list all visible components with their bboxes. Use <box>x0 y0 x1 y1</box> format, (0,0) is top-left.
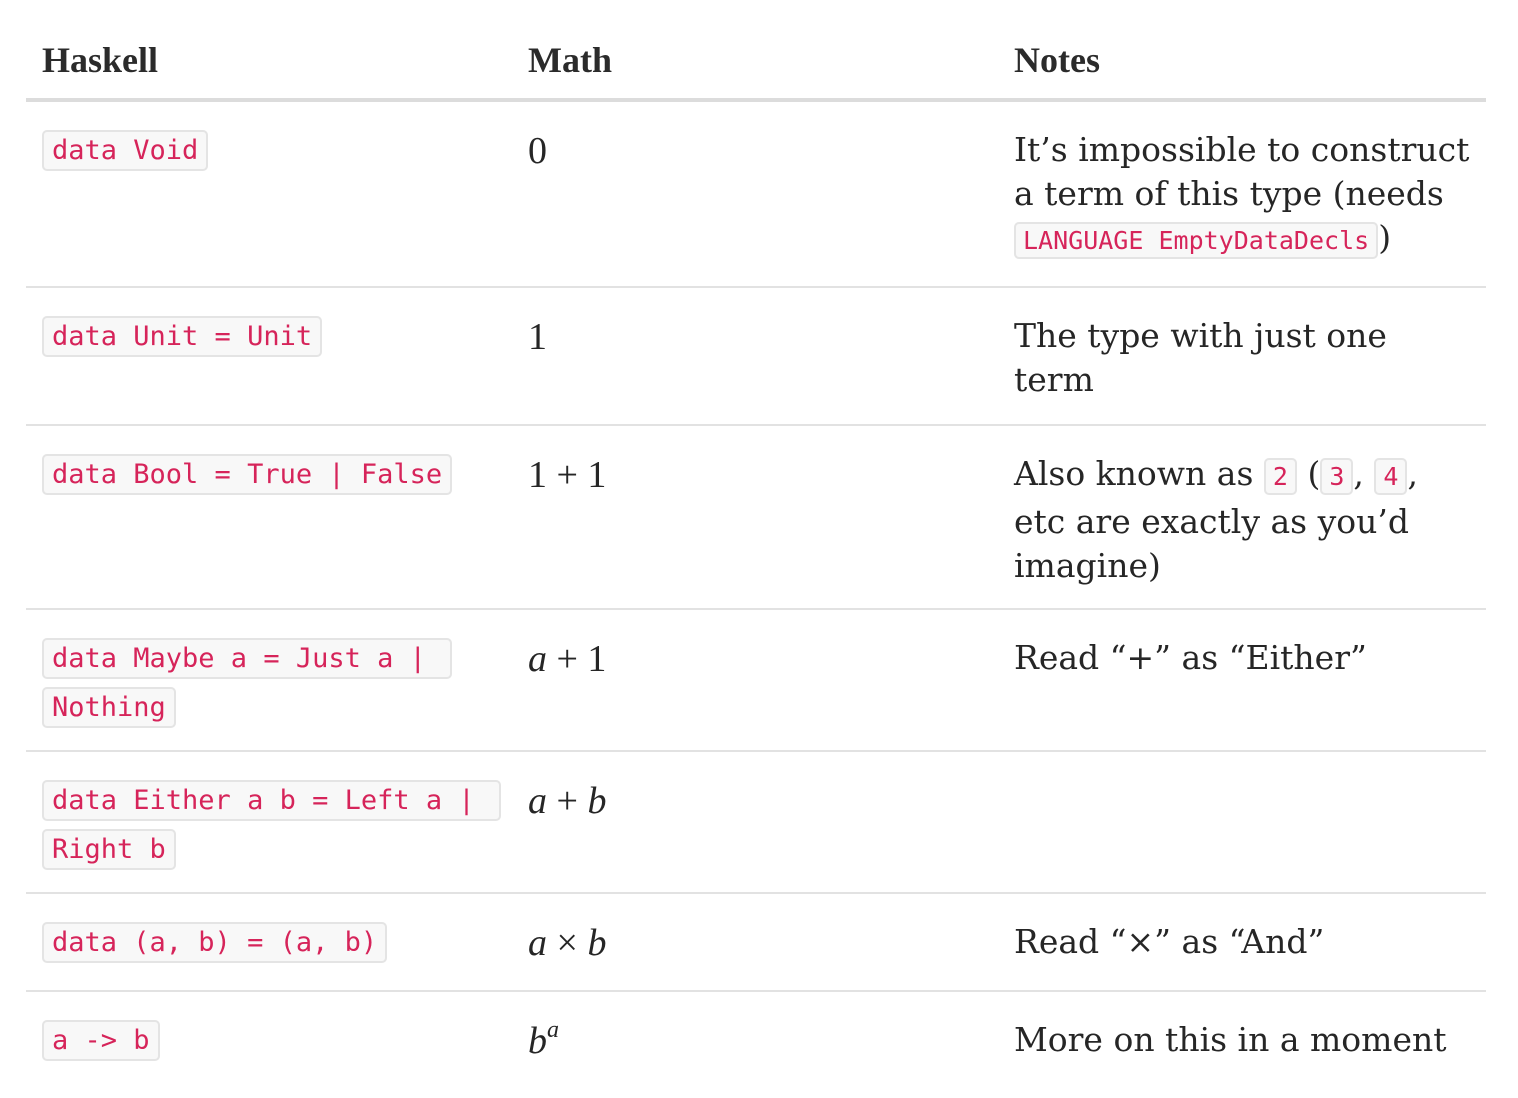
haskell-cell <box>42 314 492 363</box>
math-cell: 1 <box>528 316 547 358</box>
math-variable: a <box>528 922 547 964</box>
haskell-cell <box>42 920 492 969</box>
haskell-code: data Unit = Unit <box>42 316 322 357</box>
math-operator: + <box>547 780 588 822</box>
math-cell <box>528 637 978 681</box>
math-cell <box>528 921 978 965</box>
notes-cell <box>1014 128 1484 264</box>
table-row <box>26 102 1486 288</box>
haskell-code: a -> b <box>42 1020 160 1061</box>
header-haskell: Haskell <box>42 40 159 80</box>
header-math: Math <box>528 40 612 80</box>
header-notes: Notes <box>1014 40 1100 80</box>
haskell-code: data Void <box>42 130 208 171</box>
math-operator: × <box>547 922 588 964</box>
math-variable: b <box>587 780 607 822</box>
notes-text: Also known as <box>1014 454 1264 493</box>
math-variable: b <box>528 1020 547 1062</box>
notes-text: ( <box>1296 454 1321 493</box>
table-row <box>26 752 1486 894</box>
notes-cell: The type with just one term <box>1014 316 1387 399</box>
haskell-code: data Maybe a = Just a | Nothing <box>42 638 452 728</box>
haskell-code: data Either a b = Left a | Right b <box>42 780 501 870</box>
haskell-code: data (a, b) = (a, b) <box>42 922 387 963</box>
notes-cell <box>1014 452 1434 588</box>
notes-cell: More on this in a moment <box>1014 1020 1447 1059</box>
math-cell <box>528 779 978 823</box>
table-row <box>26 610 1486 752</box>
haskell-cell <box>42 128 492 177</box>
math-variable: b <box>587 922 607 964</box>
haskell-code: data Bool = True | False <box>42 454 452 495</box>
table-row <box>26 288 1486 426</box>
notes-code: 4 <box>1374 458 1407 495</box>
math-cell <box>528 1019 978 1063</box>
notes-code: 3 <box>1320 458 1353 495</box>
math-exponent: a <box>547 1017 559 1043</box>
notes-text: , etc are exactly as you’d imagine) <box>1014 454 1418 585</box>
notes-code: LANGUAGE EmptyDataDecls <box>1014 222 1378 259</box>
math-operator: + 1 <box>547 638 607 680</box>
notes-text-tail: ) <box>1378 218 1392 257</box>
haskell-cell <box>42 452 492 501</box>
math-cell: 0 <box>528 130 547 172</box>
math-variable: a <box>528 780 547 822</box>
notes-cell: Read “×” as “And” <box>1014 922 1325 961</box>
haskell-cell <box>42 636 442 734</box>
math-cell: 1 + 1 <box>528 454 607 496</box>
notes-code: 2 <box>1264 458 1297 495</box>
table-header <box>26 0 1486 102</box>
table-row <box>26 894 1486 992</box>
notes-text: , <box>1353 454 1375 493</box>
haskell-cell <box>42 1018 492 1067</box>
table-row <box>26 426 1486 610</box>
haskell-cell <box>42 778 492 876</box>
math-variable: a <box>528 638 547 680</box>
table-row <box>26 992 1486 1092</box>
notes-text: It’s impossible to construct a term of this type (needs <box>1014 130 1470 213</box>
notes-cell: Read “+” as “Either” <box>1014 638 1367 677</box>
types-table <box>26 0 1486 1092</box>
